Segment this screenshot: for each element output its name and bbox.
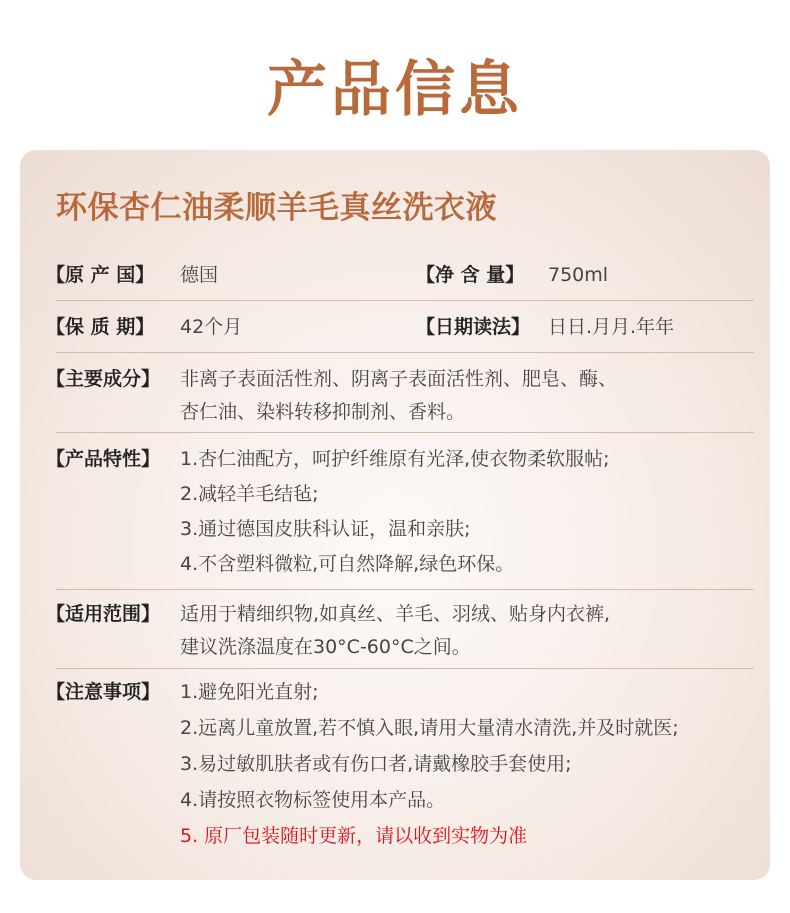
notes-warning: 5. 原厂包装随时更新，请以收到实物为准: [180, 825, 528, 847]
features-line: 3.通过德国皮肤科认证，温和亲肤;: [180, 518, 471, 540]
notes-line: 2.远离儿童放置,若不慎入眼,请用大量清水清洗,并及时就医;: [180, 717, 679, 739]
date-format-value: 日日.月月.年年: [548, 316, 675, 338]
notes-line: 4.请按照衣物标签使用本产品。: [180, 789, 446, 811]
usage-label: 【适用范围】: [46, 603, 161, 625]
origin-label: 【原 产 国】: [46, 264, 155, 286]
ingredients-line: 杏仁油、染料转移抑制剂、香料。: [180, 401, 466, 423]
notes-line: 3.易过敏肌肤者或有伤口者,请戴橡胶手套使用;: [180, 753, 572, 775]
features-line: 4.不含塑料微粒,可自然降解,绿色环保。: [180, 553, 515, 575]
net-content-label: 【净 含 量】: [416, 264, 525, 286]
ingredients-line: 非离子表面活性剂、阴离子表面活性剂、肥皂、酶、: [180, 368, 618, 390]
divider: [56, 589, 754, 590]
features-line: 1.杏仁油配方，呵护纤维原有光泽,使衣物柔软服帖;: [180, 448, 610, 470]
usage-line: 建议洗涤温度在30°C-60°C之间。: [180, 636, 471, 658]
page-title: 产品信息: [267, 55, 523, 125]
shelf-life-label: 【保 质 期】: [46, 316, 155, 338]
features-label: 【产品特性】: [46, 448, 161, 470]
divider: [56, 352, 754, 353]
product-name: 环保杏仁油柔顺羊毛真丝洗衣液: [56, 190, 497, 226]
ingredients-label: 【主要成分】: [46, 368, 161, 390]
divider: [56, 668, 754, 669]
notes-label: 【注意事项】: [46, 681, 161, 703]
features-line: 2.减轻羊毛结毡;: [180, 483, 319, 505]
usage-line: 适用于精细织物,如真丝、羊毛、羽绒、贴身内衣裤,: [180, 603, 611, 625]
divider: [56, 300, 754, 301]
notes-line: 1.避免阳光直射;: [180, 681, 319, 703]
net-content-value: 750ml: [548, 264, 609, 286]
divider: [56, 432, 754, 433]
date-format-label: 【日期读法】: [416, 316, 531, 338]
shelf-life-value: 42个月: [180, 316, 243, 338]
origin-value: 德国: [180, 264, 219, 286]
